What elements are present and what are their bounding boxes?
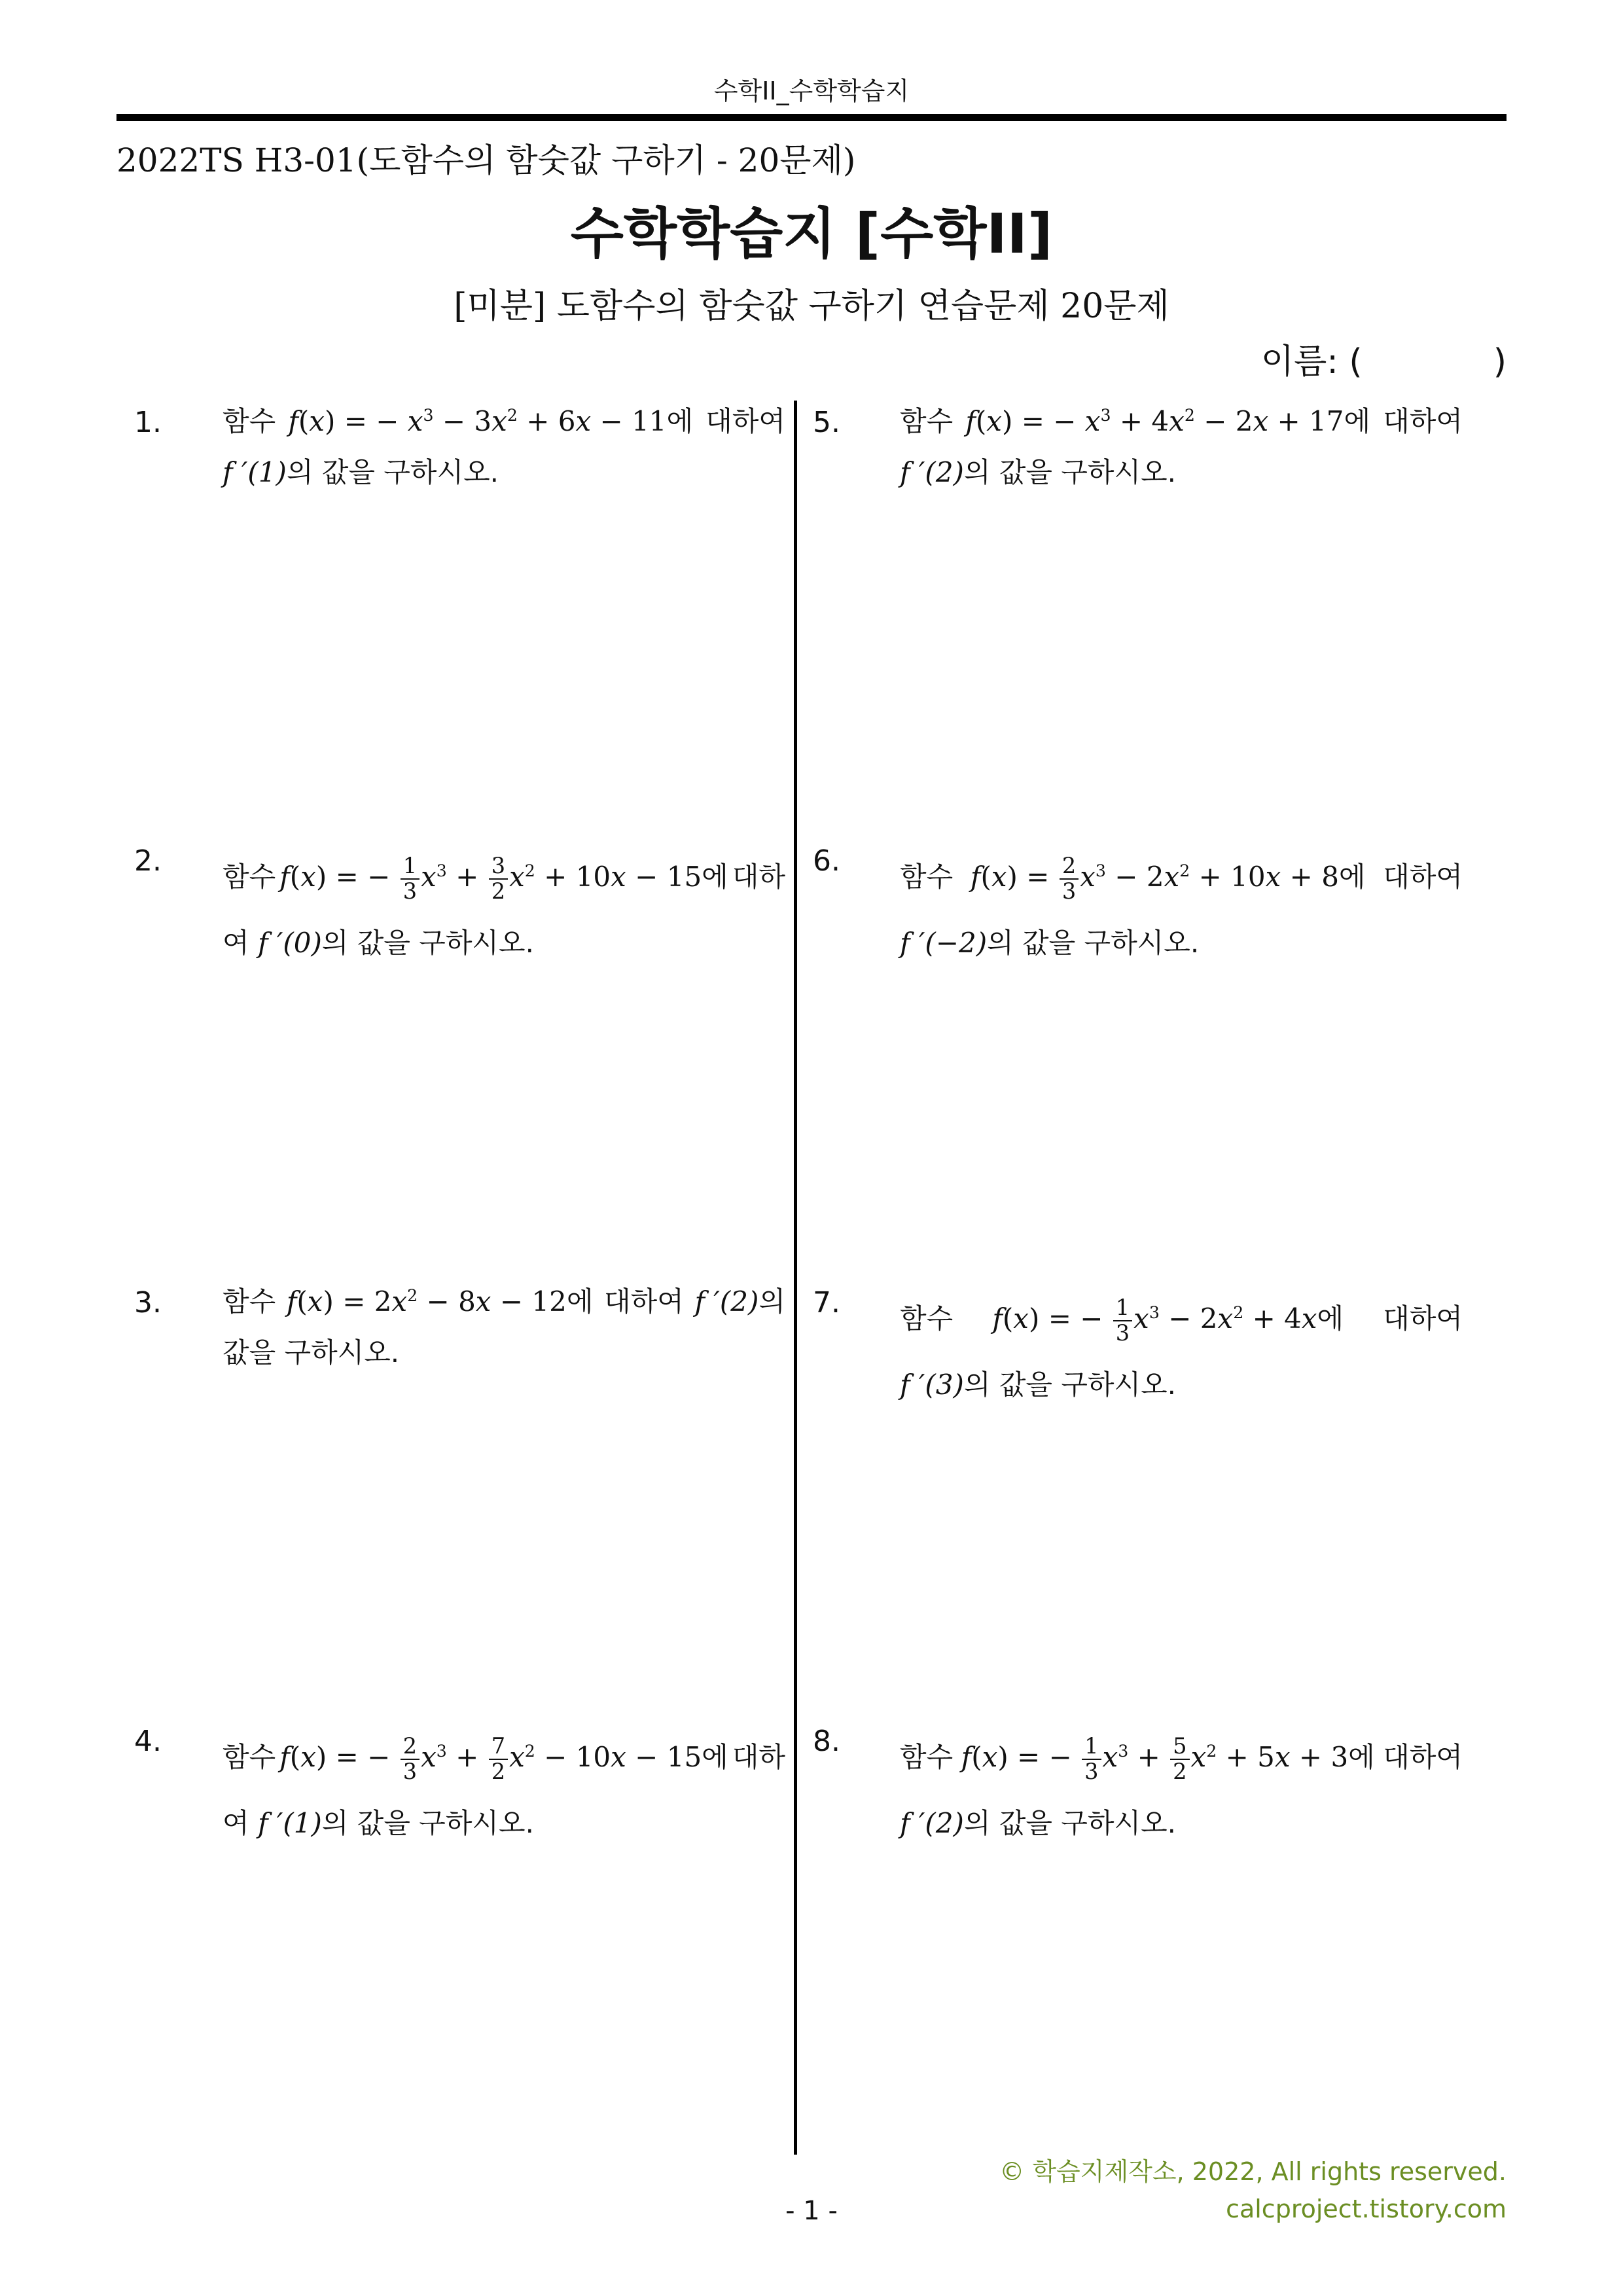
problem-intro: 함수 [900,1302,954,1335]
derivative-expr: f ′(2) [900,456,964,488]
problem-tail: 대하여 [1383,405,1463,437]
problem-number: 8. [813,1725,840,1758]
derivative-expr: f ′(1) [223,456,287,488]
header-rule [116,114,1507,121]
worksheet-code: 2022TS H3-01(도함수의 함숫값 구하기 - 20문제) [116,141,856,179]
problem-rest: 의 값을 구하시오. [987,926,1200,959]
name-label: 이름: ( [1260,342,1363,382]
problem-1: 함수 f(x) = − $x^3 - 3x^2 + 6x - 11$에 대하여 f ′(1)의 값을 구하시오. [223,396,785,497]
derivative-expr: f ′(3) [900,1368,964,1401]
problem-tail: 대하여 [1383,1741,1463,1773]
problem-intro: 함수 [900,405,954,437]
page-subtitle: [미분] 도함수의 함숫값 구하기 연습문제 20문제 [454,287,1169,326]
problem-3: 함수 $f(x) = 2x^2 - 8x - 12$에 대하여 f ′(2)의 값을 구하시오. [223,1276,785,1378]
problem-rest: 값을 구하시오. [223,1336,400,1369]
problem-rest: 의 값을 구하시오. [963,1368,1176,1401]
problem-intro: 함수 [223,405,276,437]
problem-5: 함수 f(x) = − $x^3 + 4x^2 - 2x + 17$에 대하여 f ′(2)의 값을 구하시오. [900,396,1463,497]
problem-rest: 의 값을 구하시오. [321,926,534,959]
function-equation: f(x) = $\frac{2}{3}$ $x^3 - 2x^2 + 10x + 8$ [970,853,1339,904]
problem-tail: 대하 [732,861,785,893]
function-equation: f(x) = − $\frac{1}{3}$ $x^3$ + $\frac{5}{2}$ $x^2 + 5x + 3$ [961,1733,1349,1784]
function-equation: f(x) = − $x^3 + 4x^2 - 2x + 17$ [965,405,1344,437]
problem-rest: 의 값을 구하시오. [963,1806,1176,1839]
function-equation: $f(x) = 2x^2 - 8x - 12$ [286,1285,567,1318]
problem-number: 5. [813,406,840,439]
problem-4: 함수 f(x) = − $\frac{2}{3}$ $x^3$ + $\frac{7}{2}$ $x^2 - 10x - 15$에 대하 여 f ′(1)의 값을 구하시오. [223,1725,785,1857]
problem-tail: 대하여 [604,1285,684,1318]
problem-number: 7. [813,1286,840,1319]
derivative-expr: f ′(0) [257,926,322,959]
site-url: calcproject.tistory.com [1226,2195,1507,2223]
problem-6: 함수 f(x) = $\frac{2}{3}$ $x^3 - 2x^2 + 10x + 8$에 대하여 f ′(−2)의 값을 구하시오. [900,844,1463,977]
problem-rest: 의 값을 구하시오. [321,1806,534,1839]
function-equation: f(x) = − $\frac{1}{3}$ $x^3$ + $\frac{3}{2}$ $x^2 + 10x - 15$ [279,853,702,904]
problem-number: 6. [813,844,840,878]
column-divider [794,401,797,2155]
problem-tail: 대하여 [1383,861,1463,893]
problem-intro: 함수 [223,861,276,893]
problem-number: 3. [134,1286,162,1319]
copyright-text: © 학습지제작소, 2022, All rights reserved. [999,2157,1507,2186]
name-field [1261,334,1507,383]
problem-tail: 대하여 [705,405,785,437]
function-equation: f(x) = − $\frac{2}{3}$ $x^3$ + $\frac{7}{2}$ $x^2 - 10x - 15$ [279,1733,702,1784]
problem-rest: 의 값을 구하시오. [286,456,499,488]
derivative-expr: f ′(2) [694,1285,759,1318]
problem-intro: 함수 [223,1741,276,1773]
problem-8: 함수 f(x) = − $\frac{1}{3}$ $x^3$ + $\frac{5}{2}$ $x^2 + 5x + 3$에 대하여 f ′(2)의 값을 구하시오. [900,1725,1463,1857]
derivative-expr: f ′(2) [900,1806,964,1839]
problem-tail: 대하 [732,1741,785,1773]
derivative-expr: f ′(1) [257,1806,322,1839]
problem-7: 함수 f(x) = − $\frac{1}{3}$ $x^3 - 2x^2 + 4x$에 대하여 f ′(3)의 값을 구하시오. [900,1286,1463,1418]
function-equation: f(x) = − $\frac{1}{3}$ $x^3 - 2x^2 + 4x$ [992,1295,1317,1346]
problem-intro: 함수 [900,1741,954,1773]
problem-intro: 함수 [900,861,954,893]
problem-tail: 대하여 [1383,1302,1463,1335]
running-header: 수학II_수학학습지 [713,77,910,105]
derivative-expr: f ′(−2) [900,926,988,959]
problem-number: 1. [134,406,162,439]
problem-2: 함수 f(x) = − $\frac{1}{3}$ $x^3$ + $\frac{3}{2}$ $x^2 + 10x - 15$에 대하 여 f ′(0)의 값을 구하시오. [223,844,785,977]
page-title: 수학학습지 [수학II] [570,202,1053,266]
function-equation: f(x) = − $x^3 - 3x^2 + 6x - 11$ [288,405,667,437]
page-number: - 1 - [785,2196,838,2226]
problem-number: 2. [134,844,162,878]
name-close: ) [1493,342,1507,382]
problem-number: 4. [134,1725,162,1758]
problem-rest: 의 값을 구하시오. [963,456,1176,488]
problem-intro: 함수 [223,1285,276,1318]
